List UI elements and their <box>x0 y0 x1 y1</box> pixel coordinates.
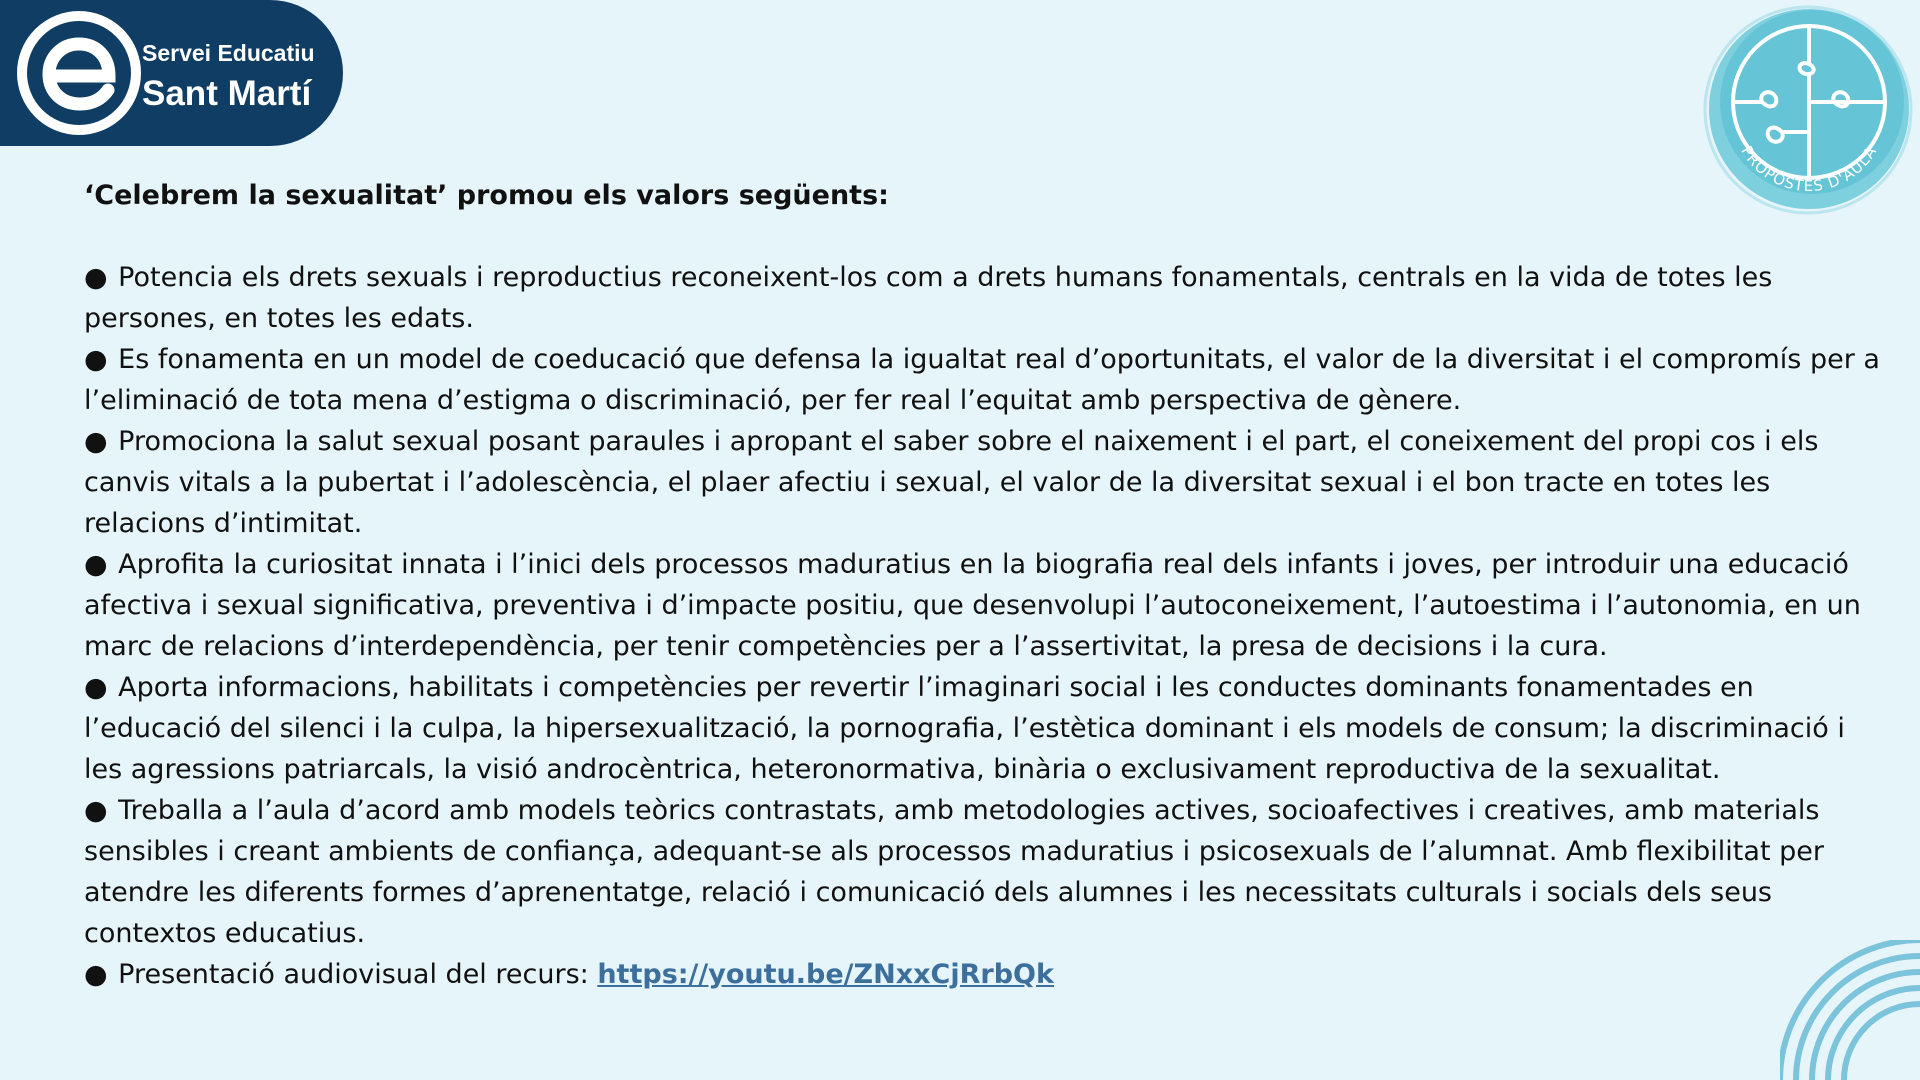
list-item-text: Potencia els drets sexuals i reproductius reconeixent-los com a drets humans fonamentals, centrals en la vida de totes les persones, en totes les edats. <box>84 262 1773 334</box>
bullet-icon: ● <box>84 959 108 990</box>
bullet-icon: ● <box>84 344 108 375</box>
list-item-video <box>84 954 1890 995</box>
logo-line-1: Servei Educatiu <box>142 40 315 66</box>
youtube-link[interactable]: https://youtu.be/ZNxxCjRrbQk <box>597 959 1054 990</box>
list-item-text: Treballa a l’aula d’acord amb models teòrics contrastats, amb metodologies actives, socioafectives i creatives, amb materials sensibles i creant ambients de confiança, adequant-se als processos maduratius i psicosexuals de l’alumnat. Amb flexibilitat per atendre les diferents formes d’aprenentatge, relació i comunicació dels alumnes i les necessitats culturals i socials dels seus contextos educatius. <box>84 795 1824 949</box>
logo-line-2: Sant Martí <box>142 74 312 113</box>
list-item-text: Promociona la salut sexual posant paraules i apropant el saber sobre el naixement i el part, el coneixement del propi cos i els canvis vitals a la pubertat i l’adolescència, el plaer afectiu i sexual, el valor de la diversitat sexual i el bon tracte en totes les relacions d’intimitat. <box>84 426 1819 539</box>
list-item <box>84 790 1890 954</box>
list-item-text: Aprofita la curiositat innata i l’inici dels processos maduratius en la biografia real dels infants i joves, per introduir una educació afectiva i sexual significativa, preventiva i d’impacte positiu, que desenvolupi l’autoconeixement, l’autoestima i l’autonomia, en un marc de relacions d’interdependència, per tenir competències per a l’assertivitat, la presa de decisions i la cura. <box>84 549 1861 662</box>
list-item <box>84 257 1890 339</box>
bullet-icon: ● <box>84 426 108 457</box>
svg-text:PROPOSTES D'AULA: PROPOSTES D'AULA <box>1737 142 1881 195</box>
video-label: Presentació audiovisual del recurs: <box>118 959 598 990</box>
list-item <box>84 544 1890 667</box>
servei-educatiu-logo <box>0 0 343 146</box>
list-item-text: Aporta informacions, habilitats i competències per revertir l’imaginari social i les conductes dominants fonamentades en l’educació del silenci i la culpa, la hipersexualització, la pornografia, l’estètica dominant i els models de consum; la discriminació i les agressions patriarcals, la visió androcèntrica, heteronormativa, binària o exclusivament reproductiva de la sexualitat. <box>84 672 1845 785</box>
logo-e-icon <box>16 10 142 136</box>
list-item-text: Es fonamenta en un model de coeducació que defensa la igualtat real d’oportunitats, el valor de la diversitat i el compromís per a l’eliminació de tota mena d’estigma o discriminació, per fer real l’equitat amb perspectiva de gènere. <box>84 344 1880 416</box>
bullet-icon: ● <box>84 262 108 293</box>
bullet-icon: ● <box>84 672 108 703</box>
bullet-icon: ● <box>84 549 108 580</box>
list-item <box>84 667 1890 790</box>
bullet-icon: ● <box>84 795 108 826</box>
values-section <box>84 175 1890 995</box>
list-item <box>84 421 1890 544</box>
section-heading: ‘Celebrem la sexualitat’ promou els valors següents: <box>84 180 889 211</box>
list-item <box>84 339 1890 421</box>
